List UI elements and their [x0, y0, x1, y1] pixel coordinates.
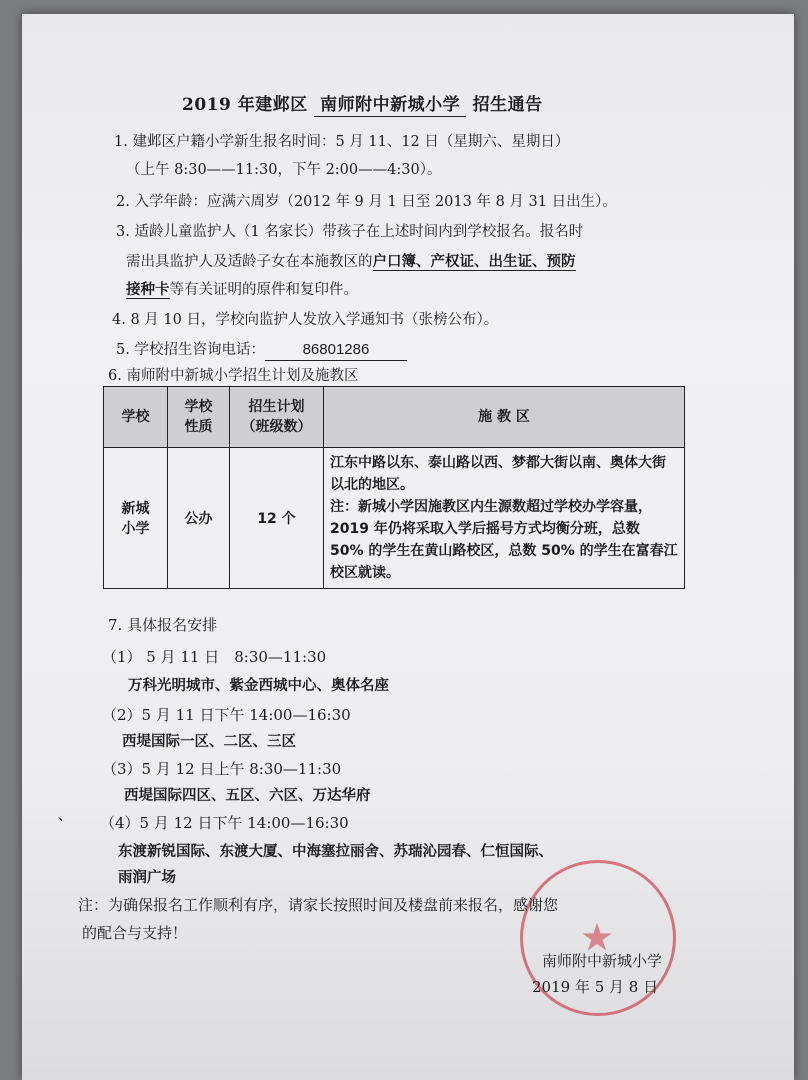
- title-suffix: 招生通告: [472, 95, 543, 115]
- item-3-line-c: [126, 280, 358, 300]
- title-year-district: 2019 年建邺区: [182, 95, 308, 115]
- notice-title: [182, 90, 602, 115]
- item-3-vaccine-card: 接种卡: [126, 281, 170, 298]
- schedule-3-places: 西堤国际四区、五区、六区、万达华府: [124, 788, 371, 804]
- cell-type: 公办: [168, 448, 230, 589]
- stray-mark: 、: [58, 808, 72, 824]
- signature-school: 南师附中新城小学: [542, 952, 663, 970]
- header-school: 学校: [104, 387, 168, 448]
- schedule-2-places: 西堤国际一区、二区、三区: [122, 734, 296, 750]
- item-3-line-a: 3. 适龄儿童监护人（1 名家长）带孩子在上述时间内到学校报名。报名时: [116, 224, 584, 240]
- item-5: [116, 340, 407, 361]
- item-3-line-b: [126, 252, 576, 272]
- schedule-3-time: （3）5 月 12 日上午 8:30—11:30: [102, 760, 342, 778]
- item-1-line-b: （上午 8:30——11:30，下午 2:00——4:30）。: [126, 162, 442, 178]
- item-3-text-end: 等有关证明的原件和复印件。: [169, 282, 358, 298]
- schedule-4-places: 东渡新锐国际、东渡大厦、中海塞拉丽舍、苏瑞沁园春、仁恒国际、: [118, 844, 553, 860]
- enrollment-table: [103, 386, 685, 589]
- header-enroll-plan: 招生计划 （班级数）: [230, 387, 324, 448]
- item-4: 4. 8 月 10 日，学校向监护人发放入学通知书（张榜公布）。: [112, 312, 499, 328]
- table-row: [104, 448, 685, 589]
- title-school: 南师附中新城小学: [314, 95, 466, 117]
- phone-label: 5. 学校招生咨询电话：: [116, 342, 265, 358]
- item-3-documents: 户口簿、产权证、出生证、预防: [372, 253, 576, 270]
- item-6: 6. 南师附中新城小学招生计划及施教区: [108, 368, 359, 384]
- item-3-text: 需出具监护人及适龄子女在本施教区的: [126, 254, 373, 270]
- item-1-line-a: 1. 建邺区户籍小学新生报名时间：5 月 11、12 日（星期六、星期日）: [114, 134, 570, 150]
- schedule-4-time: （4）5 月 12 日下午 14:00—16:30: [100, 814, 349, 832]
- phone-number: 86801286: [265, 340, 407, 361]
- signature-date: 2019 年 5 月 8 日: [532, 978, 659, 996]
- item-2: 2. 入学年龄：应满六周岁（2012 年 9 月 1 日至 2013 年 8 月 31 日出生）。: [116, 194, 617, 210]
- header-district: 施 教 区: [324, 387, 685, 448]
- schedule-1-places: 万科光明城市、紫金西城中心、奥体名座: [128, 678, 389, 694]
- header-school-type: 学校 性质: [168, 387, 230, 448]
- note-line-b: 的配合与支持！: [82, 924, 188, 942]
- seal-star-icon: ★: [581, 918, 615, 958]
- cell-district: 江东中路以东、泰山路以西、梦都大街以南、奥体大街以北的地区。 注：新城小学因施教区内生源数超过学校办学容量，2019 年仍将采取入学后摇号方式均衡分班，总数 50% 的学生在黄山路校区，总数 50% 的学生在富春江校区就读。: [324, 448, 685, 589]
- notice-paper: [22, 14, 794, 1080]
- note-line-a: 注：为确保报名工作顺利有序，请家长按照时间及楼盘前来报名，感谢您: [78, 896, 559, 914]
- schedule-1-time: （1） 5 月 11 日 8:30—11:30: [102, 648, 327, 666]
- cell-school: 新城 小学: [104, 448, 168, 589]
- cell-classes: 12 个: [230, 448, 324, 589]
- schedule-4-places-cont: 雨润广场: [118, 870, 176, 886]
- schedule-title: 7. 具体报名安排: [108, 616, 218, 634]
- schedule-2-time: （2）5 月 11 日下午 14:00—16:30: [102, 706, 351, 724]
